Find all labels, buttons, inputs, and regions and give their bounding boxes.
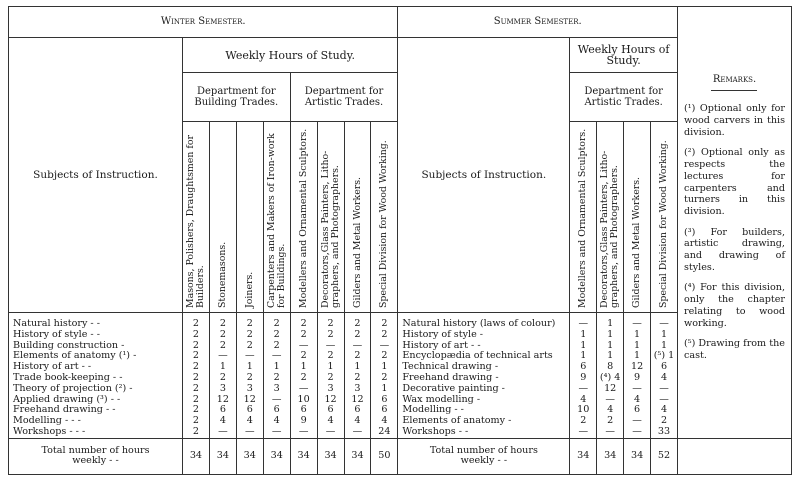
hours-cell: 4 — [246, 416, 253, 427]
winter-col-values — [318, 319, 344, 438]
hours-cell: 6 — [327, 405, 334, 416]
winter-col-values — [291, 319, 317, 438]
winter-values-cell — [263, 313, 290, 439]
hours-cell: 10 — [297, 394, 310, 405]
hours-cell: 12 — [351, 394, 364, 405]
remark-note-3: (³) For builders, artistic drawing, and drawing of styles. — [683, 226, 785, 273]
hours-cell: 2 — [192, 372, 199, 383]
winter-col-header — [182, 122, 209, 313]
hours-cell: 1 — [634, 340, 641, 351]
hours-cell: — — [659, 319, 669, 329]
winter-values-cell — [344, 313, 371, 439]
summer-semester-title: Summer Semester. — [398, 7, 678, 38]
winter-total: 34 — [290, 438, 317, 474]
remark-note-1: (¹) Optional only for wood carvers in this division. — [683, 103, 785, 138]
hours-cell: 2 — [192, 329, 199, 340]
hours-cell: 4 — [327, 416, 334, 427]
hours-cell: 1 — [300, 362, 307, 373]
subject-row: Workshops - - — [402, 426, 469, 437]
hours-cell: 1 — [580, 351, 587, 362]
hours-cell: 6 — [246, 405, 253, 416]
summer-values-cell — [570, 313, 597, 439]
remarks-total-blank — [677, 438, 791, 474]
hours-cell: 3 — [327, 383, 334, 394]
hours-cell: — — [605, 426, 615, 437]
winter-col-carpenters: Carpenters and Makers of Iron-work for Buildings. — [265, 132, 287, 308]
winter-col-values — [183, 319, 209, 438]
winter-col-header — [209, 122, 236, 313]
hours-cell: — — [298, 383, 309, 394]
hours-cell: 2 — [192, 405, 199, 416]
hours-cell: 10 — [577, 405, 590, 416]
hours-cell: 1 — [219, 362, 226, 373]
hours-cell: 2 — [300, 372, 307, 383]
timetable — [8, 6, 792, 475]
winter-semester-title: Winter Semester. — [9, 7, 398, 38]
hours-cell: 1 — [607, 319, 614, 329]
hours-cell: 2 — [246, 319, 253, 329]
summer-total: 52 — [651, 438, 678, 474]
hours-cell: 1 — [634, 351, 641, 362]
subject-row: Decorative painting - — [402, 383, 505, 394]
hours-cell: 6 — [300, 405, 307, 416]
hours-cell: 2 — [273, 319, 280, 329]
hours-cell: 4 — [607, 405, 614, 416]
hours-cell: 2 — [354, 351, 361, 362]
hours-cell: 4 — [660, 405, 668, 416]
summer-col-values — [570, 319, 596, 438]
hours-cell: 2 — [246, 329, 253, 340]
winter-dept-artistic: Department for Artistic Trades. — [290, 73, 398, 122]
winter-col-decorators: Decorators,Glass Painters, Litho-graphers, and Photographers. — [319, 150, 341, 308]
summer-total: 34 — [597, 438, 624, 474]
winter-values-cell — [371, 313, 398, 439]
hours-cell: — — [632, 319, 642, 329]
winter-values-cell — [182, 313, 209, 439]
hours-cell: 2 — [192, 351, 199, 362]
summer-subject-list — [398, 319, 569, 438]
hours-cell: 33 — [657, 426, 671, 437]
subject-row: Technical drawing - — [402, 362, 499, 373]
hours-cell: 12 — [324, 394, 337, 405]
hours-cell: 2 — [381, 329, 388, 340]
hours-cell: — — [632, 383, 642, 394]
hours-cell: 2 — [273, 329, 280, 340]
winter-col-values — [210, 319, 236, 438]
hours-cell: 12 — [630, 362, 644, 373]
hours-cell: 1 — [634, 329, 641, 340]
hours-cell: 2 — [354, 329, 361, 340]
subject-row: History of art - - — [402, 340, 481, 351]
hours-cell: 2 — [327, 319, 334, 329]
winter-values-cell — [290, 313, 317, 439]
hours-cell: — — [325, 426, 336, 437]
hours-cell: 1 — [246, 362, 253, 373]
summer-col-wood: Special Division for Wood Working. — [658, 139, 670, 308]
hours-cell: 1 — [660, 329, 668, 340]
hours-cell: 9 — [634, 372, 641, 383]
hours-cell: 3 — [246, 383, 253, 394]
hours-cell: — — [271, 426, 282, 437]
hours-cell: 1 — [273, 362, 280, 373]
hours-cell: 1 — [607, 329, 614, 340]
winter-values-cell — [209, 313, 236, 439]
summer-col-header — [597, 122, 624, 313]
hours-cell: — — [325, 340, 336, 351]
winter-subjects-cell — [9, 313, 183, 439]
hours-cell: 2 — [192, 426, 199, 437]
winter-col-values — [371, 319, 397, 438]
hours-cell: 3 — [273, 383, 280, 394]
subject-row: Modelling - - — [402, 405, 464, 416]
hours-cell: 2 — [354, 319, 361, 329]
winter-col-masons: Masons, Polishers, Draughtsmen for Builders. — [185, 134, 206, 308]
summer-col-gilders: Gilders and Metal Workers. — [631, 176, 643, 308]
hours-cell: (⁴) 4 — [599, 372, 621, 383]
subject-row: Elements of anatomy - — [402, 416, 512, 427]
hours-cell: 1 — [381, 383, 388, 394]
summer-col-values — [624, 319, 650, 438]
hours-cell: 2 — [192, 394, 199, 405]
hours-cell: 6 — [381, 405, 388, 416]
hours-cell: — — [271, 394, 282, 405]
hours-cell: 2 — [192, 340, 199, 351]
hours-cell: — — [244, 426, 255, 437]
winter-col-modellers: Modellers and Ornamental Sculptors. — [297, 128, 309, 308]
hours-cell: 2 — [219, 340, 226, 351]
winter-col-header — [371, 122, 398, 313]
remark-note-5: (⁵) Drawing from the cast. — [683, 338, 785, 361]
subject-row: Encyclopædia of technical arts — [402, 351, 553, 362]
hours-cell: — — [632, 426, 642, 437]
hours-cell: 2 — [300, 329, 307, 340]
winter-col-header — [263, 122, 290, 313]
subject-row: Workshops - - - — [13, 426, 86, 437]
winter-values-cell — [317, 313, 344, 439]
hours-cell: 9 — [580, 372, 587, 383]
winter-col-header — [290, 122, 317, 313]
hours-cell: 3 — [219, 383, 226, 394]
summer-values-cell — [597, 313, 624, 439]
hours-cell: — — [578, 383, 589, 394]
hours-cell: — — [659, 383, 669, 394]
hours-cell: 2 — [246, 372, 253, 383]
winter-total: 34 — [209, 438, 236, 474]
hours-cell: — — [578, 319, 589, 329]
hours-cell: 4 — [273, 416, 280, 427]
winter-col-header — [344, 122, 371, 313]
subject-row: Wax modelling - — [402, 394, 481, 405]
hours-cell: 2 — [192, 383, 199, 394]
winter-total-label — [9, 438, 183, 474]
winter-col-values — [345, 319, 371, 438]
hours-cell: 1 — [607, 351, 614, 362]
winter-col-joiners: Joiners. — [243, 271, 255, 308]
summer-total: 34 — [624, 438, 651, 474]
subject-row: Natural history (laws of colour) — [402, 319, 556, 329]
hours-cell: 2 — [273, 372, 280, 383]
hours-cell: 2 — [327, 351, 334, 362]
winter-subject-list — [9, 319, 182, 438]
remark-note-2: (²) Optional only as respects the lectures for carpenters and turners in this division. — [683, 147, 785, 217]
summer-dept-artistic: Department for Artistic Trades. — [570, 73, 678, 122]
summer-total-label-line2: weekly - - — [460, 455, 508, 467]
summer-total: 34 — [570, 438, 597, 474]
hours-cell: — — [298, 340, 309, 351]
hours-cell: 12 — [216, 394, 229, 405]
hours-cell: 4 — [660, 372, 668, 383]
subject-row: Natural history - - — [13, 319, 100, 329]
hours-cell: 2 — [381, 319, 388, 329]
summer-col-modellers: Modellers and Ornamental Sculptors. — [577, 128, 589, 308]
hours-cell: 1 — [327, 362, 334, 373]
hours-cell: — — [632, 416, 642, 427]
hours-cell: 1 — [354, 362, 361, 373]
subject-row: Freehand drawing - - — [13, 405, 116, 416]
hours-cell: — — [218, 426, 228, 437]
hours-cell: 6 — [634, 405, 641, 416]
hours-cell: 2 — [354, 372, 361, 383]
winter-subjects-heading: Subjects of Instruction. — [9, 38, 183, 313]
hours-cell: 4 — [634, 394, 641, 405]
hours-cell: — — [352, 340, 363, 351]
winter-total-label-line1: Total number of hours — [41, 444, 150, 456]
remarks-column — [677, 7, 791, 439]
summer-total-label-line1: Total number of hours — [429, 444, 538, 456]
hours-cell: 1 — [607, 340, 614, 351]
hours-cell: 3 — [354, 383, 361, 394]
hours-cell: 2 — [300, 351, 307, 362]
hours-cell: 24 — [378, 426, 391, 437]
winter-total-label-line2: weekly - - — [72, 455, 119, 467]
summer-total-label — [398, 438, 570, 474]
winter-total: 34 — [344, 438, 371, 474]
summer-col-header — [570, 122, 597, 313]
hours-cell: — — [298, 426, 309, 437]
hours-cell: 2 — [381, 351, 388, 362]
winter-col-wood: Special Division for Wood Working. — [378, 139, 390, 308]
winter-col-header — [236, 122, 263, 313]
hours-cell: 2 — [192, 362, 199, 373]
hours-cell: — — [605, 394, 615, 405]
hours-cell: 2 — [580, 416, 587, 427]
hours-cell: 2 — [660, 416, 668, 427]
summer-col-header — [651, 122, 678, 313]
winter-total: 34 — [182, 438, 209, 474]
hours-cell: 1 — [580, 340, 587, 351]
hours-cell: — — [244, 351, 255, 362]
hours-cell: — — [659, 394, 669, 405]
subject-row: Building construction - — [13, 340, 125, 351]
summer-col-values — [651, 319, 677, 438]
hours-cell: — — [352, 426, 363, 437]
winter-col-values — [264, 319, 290, 438]
subject-row: Theory of projection (²) - — [13, 383, 133, 394]
hours-cell: 2 — [381, 372, 388, 383]
hours-cell: 2 — [246, 340, 253, 351]
subject-row: History of style - - — [13, 329, 100, 340]
hours-cell: 2 — [327, 372, 334, 383]
hours-cell: 6 — [580, 362, 587, 373]
hours-cell: 2 — [192, 416, 199, 427]
subject-row: Modelling - - - — [13, 416, 81, 427]
winter-total: 50 — [371, 438, 398, 474]
hours-cell: 12 — [604, 383, 617, 394]
hours-cell: 8 — [607, 362, 614, 373]
hours-cell: 6 — [273, 405, 280, 416]
hours-cell: 6 — [219, 405, 226, 416]
hours-cell: 4 — [580, 394, 587, 405]
summer-col-decorators: Decorators,Glass Painters, Litho-graphers, and Photographers. — [599, 150, 621, 308]
subject-row: Freehand drawing - — [402, 372, 499, 383]
hours-cell: 2 — [273, 340, 280, 351]
subject-row: Applied drawing (³) - - — [13, 394, 121, 405]
summer-values-cell — [651, 313, 678, 439]
hours-cell: 12 — [243, 394, 256, 405]
hours-cell: 4 — [354, 416, 361, 427]
hours-cell: 2 — [219, 319, 226, 329]
hours-cell: 2 — [607, 416, 614, 427]
subject-row: History of style - — [402, 329, 484, 340]
summer-weekly-hours: Weekly Hours of Study. — [570, 38, 678, 73]
hours-cell: — — [379, 340, 390, 351]
winter-dept-building: Department for Building Trades. — [182, 73, 290, 122]
hours-cell: (⁵) 1 — [653, 351, 675, 362]
hours-cell: — — [271, 351, 282, 362]
summer-subjects-cell — [398, 313, 570, 439]
remarks-rule — [711, 90, 757, 91]
winter-total: 34 — [317, 438, 344, 474]
winter-weekly-hours: Weekly Hours of Study. — [182, 38, 397, 73]
hours-cell: 9 — [300, 416, 307, 427]
subject-row: Trade book-keeping - - — [13, 372, 123, 383]
hours-cell: 1 — [381, 362, 388, 373]
subject-row: History of art - - — [13, 362, 92, 373]
summer-col-values — [597, 319, 623, 438]
hours-cell: 4 — [381, 416, 388, 427]
hours-cell: 1 — [580, 329, 587, 340]
hours-cell: — — [218, 351, 228, 362]
hours-cell: — — [578, 426, 589, 437]
hours-cell: 2 — [300, 319, 307, 329]
remark-note-4: (⁴) For this division, only the chapter relating to wood working. — [683, 282, 785, 329]
hours-cell: 2 — [219, 329, 226, 340]
winter-col-stonemasons: Stonemasons. — [216, 241, 228, 308]
subject-row: Elements of anatomy (¹) - — [13, 351, 137, 362]
winter-total: 34 — [263, 438, 290, 474]
winter-col-values — [237, 319, 263, 438]
hours-cell: 2 — [219, 372, 226, 383]
summer-subjects-heading: Subjects of Instruction. — [398, 38, 570, 313]
summer-values-cell — [624, 313, 651, 439]
winter-col-header — [317, 122, 344, 313]
hours-cell: 6 — [660, 362, 668, 373]
hours-cell: 2 — [192, 319, 199, 329]
hours-cell: 6 — [354, 405, 361, 416]
remarks-title: Remarks. — [712, 74, 757, 86]
winter-values-cell — [236, 313, 263, 439]
hours-cell: 6 — [381, 394, 388, 405]
hours-cell: 2 — [327, 329, 334, 340]
hours-cell: 4 — [219, 416, 226, 427]
winter-total: 34 — [236, 438, 263, 474]
winter-col-gilders: Gilders and Metal Workers. — [351, 176, 363, 308]
summer-col-header — [624, 122, 651, 313]
hours-cell: 1 — [660, 340, 668, 351]
